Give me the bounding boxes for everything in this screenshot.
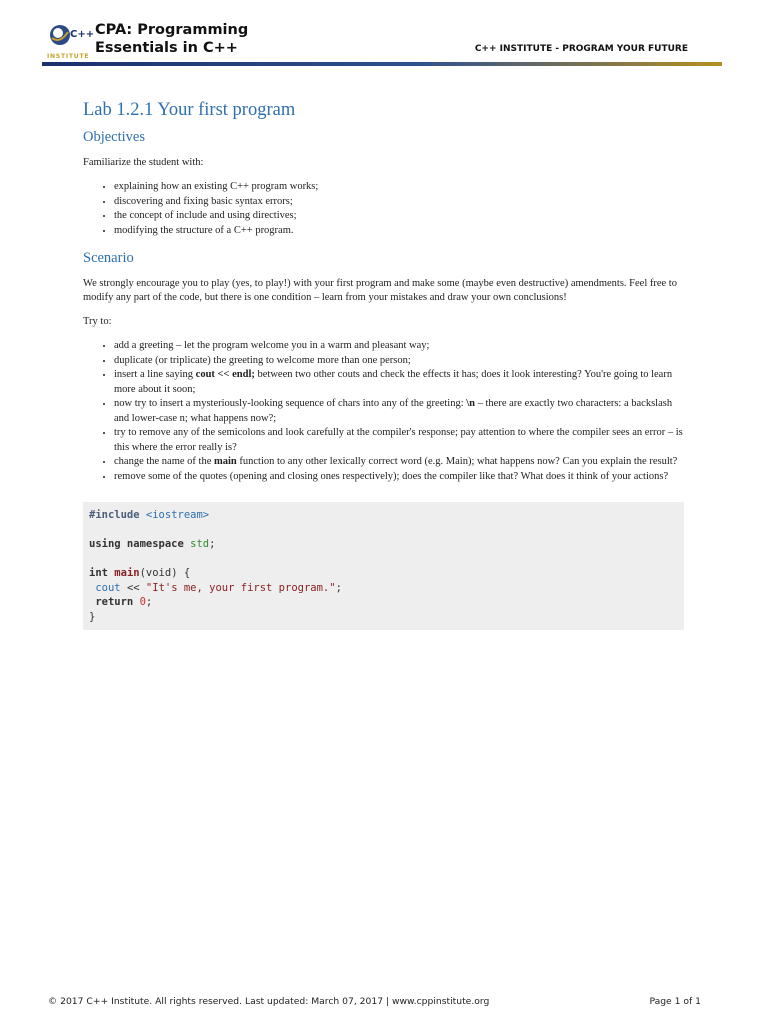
scenario-heading: Scenario (83, 250, 134, 266)
objective-item: • explaining how an existing C++ program works; (114, 180, 683, 195)
footer-copyright: © 2017 C++ Institute. All rights reserved. Last updated: March 07, 2017 | www.cppinstitute.org (48, 996, 490, 1007)
inline-code: \n (466, 398, 476, 409)
objective-item: • discovering and fixing basic syntax errors; (114, 195, 683, 210)
header-tagline: C++ INSTITUTE - PROGRAM YOUR FUTURE (474, 44, 688, 54)
header-title (95, 21, 248, 57)
objectives-heading: Objectives (83, 129, 146, 145)
page-number: Page 1 of 1 (649, 996, 701, 1007)
inline-code: cout << endl; (195, 369, 255, 380)
header-title-line2: Essentials in C++ (95, 40, 238, 56)
document-content (83, 100, 683, 630)
task-item: • now try to insert a mysteriously-looking sequence of chars into any of the greeting: \n – there are exactly two characters: a backslash and lower-case n; what happens now?; (114, 397, 683, 426)
code-block: #include <iostream> using namespace std; int main(void) { cout << "It's me, your first program."; return 0; } (83, 502, 684, 630)
inline-code: main (214, 456, 237, 467)
task-item: • remove some of the quotes (opening and closing ones respectively); does the compiler like that? What does it think of your actions? (114, 470, 683, 485)
svg-text:C++: C++ (70, 29, 94, 40)
page-header (42, 18, 722, 66)
objective-item: • modifying the structure of a C++ program. (114, 224, 683, 239)
task-item: • insert a line saying cout << endl; between two other couts and check the effects it has; does it look interesting? You're going to learn more about it soon; (114, 368, 683, 397)
scenario-text: We strongly encourage you to play (yes, to play!) with your first program and make some (maybe even destructive) amendments. Feel free to modify any part of the code, but there is one condition – learn from your mistakes and draw your own conclusions! (83, 278, 677, 303)
header-title-line1: CPA: Programming (95, 22, 249, 38)
cpp-institute-logo (46, 22, 94, 62)
objectives-intro: Familiarize the student with: (83, 157, 204, 168)
task-item: • add a greeting – let the program welcome you in a warm and pleasant way; (114, 339, 683, 354)
svg-text:INSTITUTE: INSTITUTE (47, 53, 90, 60)
task-item: • change the name of the main function to any other lexically correct word (e.g. Main); what happens now? Can you explain the result? (114, 455, 683, 470)
header-rule (42, 62, 722, 66)
tasks-list (83, 339, 683, 484)
try-intro: Try to: (83, 316, 112, 327)
lab-title: Lab 1.2.1 Your first program (83, 100, 296, 120)
task-item: • try to remove any of the semicolons and look carefully at the compiler's response; pay attention to where the compiler sees an error – is this where the error really is? (114, 426, 683, 455)
objective-item: • the concept of include and using directives; (114, 209, 683, 224)
objectives-list (83, 180, 683, 238)
task-item: • duplicate (or triplicate) the greeting to welcome more than one person; (114, 354, 683, 369)
